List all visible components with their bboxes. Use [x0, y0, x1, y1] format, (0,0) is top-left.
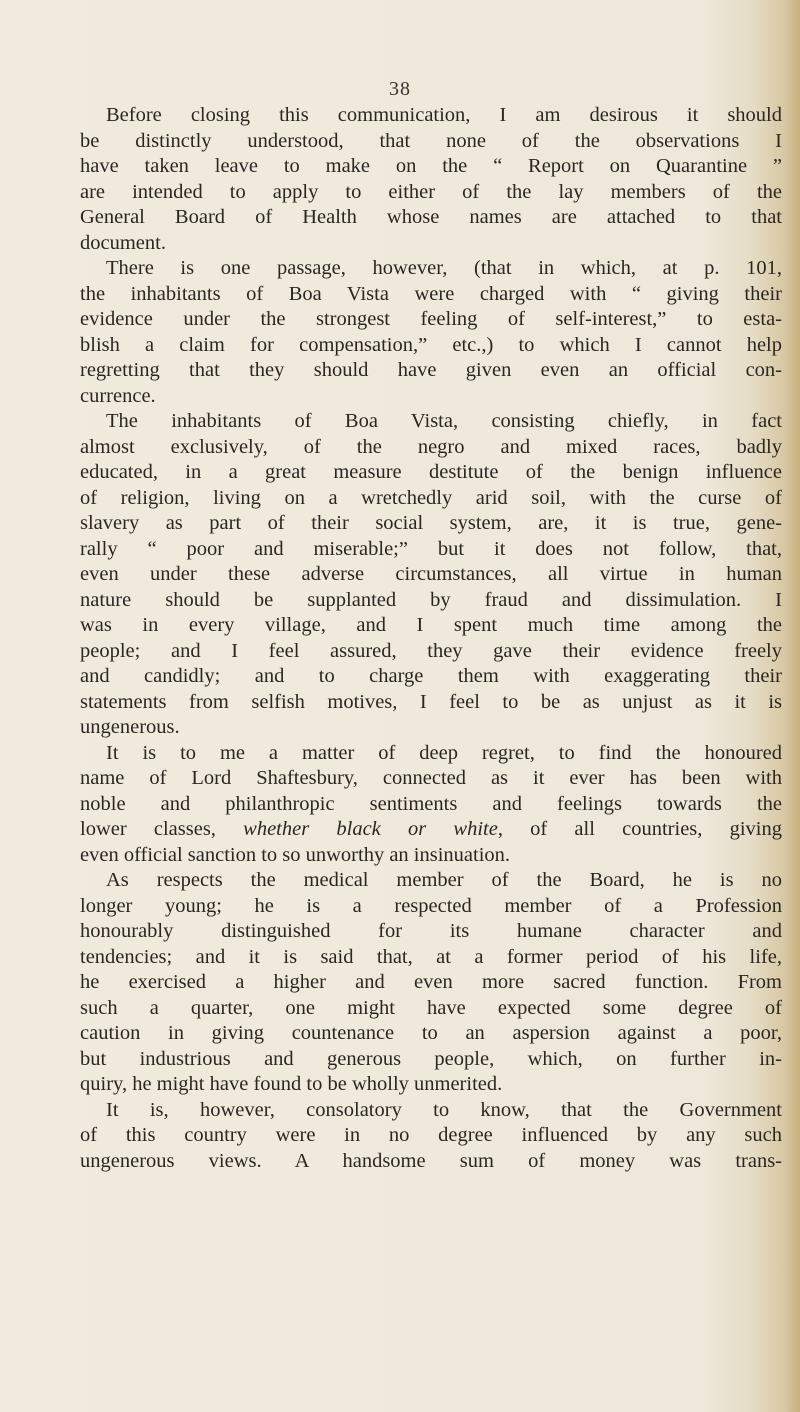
text-line [80, 945, 782, 971]
text-line [80, 103, 782, 129]
text-line [80, 129, 782, 155]
text-line-content: nature should be supplanted by fraud and dissimulation. I [80, 588, 782, 611]
text-line [80, 1021, 782, 1047]
text-line-content: regretting that they should have given even an official con- [80, 359, 782, 381]
text-line-content: but industrious and generous people, which, on further in- [80, 1047, 782, 1070]
page-edge-shadow [786, 0, 800, 1412]
text-line-content: currence. [80, 384, 156, 407]
text-line [80, 333, 782, 359]
text-line-content: slavery as part of their social system, are, it is true, gene- [80, 512, 782, 534]
text-line-content: people; and I feel assured, they gave their evidence freely [80, 639, 782, 662]
text-line-content: almost exclusively, of the negro and mixed races, badly [80, 435, 782, 458]
text-line-content: General Board of Health whose names are attached to that [80, 206, 782, 228]
body-text [80, 103, 782, 1174]
text-line [80, 996, 782, 1022]
text-line-content: the inhabitants of Boa Vista were charged with “ giving their [80, 282, 782, 305]
text-line-content: was in every village, and I spent much time among the [80, 614, 782, 636]
text-line [80, 307, 782, 333]
text-line-content: evidence under the strongest feeling of self-interest,” to esta- [80, 308, 782, 330]
text-line-content: honourably distinguished for its humane character and [80, 920, 782, 942]
text-line-content: There is one passage, however, (that in which, at p. 101, [106, 257, 782, 279]
text-line-content: have taken leave to make on the “ Report on Quarantine ” [80, 155, 782, 177]
text-line [80, 486, 782, 512]
text-line-content: ungenerous. [80, 716, 180, 738]
text-line-content: of this country were in no degree influenced by any such [80, 1124, 782, 1146]
text-line-content: blish a claim for compensation,” etc.,) to which I cannot help [80, 333, 782, 356]
text-line [80, 690, 782, 716]
text-line [80, 613, 782, 639]
text-line-content: ungenerous views. A handsome sum of money was trans- [80, 1149, 782, 1172]
text-line-content: noble and philanthropic sentiments and feelings towards the [80, 792, 782, 815]
text-line-content: educated, in a great measure destitute of the benign influence [80, 461, 782, 483]
text-line [80, 715, 782, 741]
text-line [80, 817, 782, 843]
text-line [80, 919, 782, 945]
text-line [80, 1123, 782, 1149]
italic-phrase: whether black or white [243, 818, 498, 840]
text-line [80, 1149, 782, 1175]
text-line [80, 537, 782, 563]
text-line [80, 282, 782, 308]
text-line-content: quiry, he might have found to be wholly unmerited. [80, 1073, 503, 1095]
text-line [80, 460, 782, 486]
text-line-content: lower classes, [80, 818, 244, 840]
text-line [80, 792, 782, 818]
text-line [80, 256, 782, 282]
text-line-content: The inhabitants of Boa Vista, consisting chiefly, in fact [106, 410, 782, 432]
text-line-content: , of all countries, giving [497, 818, 782, 840]
text-line [80, 435, 782, 461]
text-line-content: rally “ poor and miserable;” but it does not follow, that, [80, 537, 782, 560]
page-number: 38 [389, 78, 411, 100]
text-line [80, 205, 782, 231]
text-line [80, 562, 782, 588]
text-line-content: caution in giving countenance to an aspersion against a poor, [80, 1022, 782, 1044]
text-line [80, 741, 782, 767]
text-line-content: It is, however, consolatory to know, that the Government [106, 1098, 782, 1121]
text-line [80, 231, 782, 257]
text-line [80, 588, 782, 614]
text-line [80, 868, 782, 894]
text-line-content: of religion, living on a wretchedly arid soil, with the curse of [80, 486, 782, 509]
text-line-content: are intended to apply to either of the lay members of the [80, 180, 782, 203]
text-line-content: name of Lord Shaftesbury, connected as it ever has been with [80, 767, 782, 789]
text-line-content: he exercised a higher and even more sacred function. From [80, 971, 782, 993]
text-line [80, 970, 782, 996]
text-line-content: document. [80, 231, 166, 254]
text-line-content: As respects the medical member of the Board, he is no [106, 869, 782, 891]
text-line [80, 180, 782, 206]
text-line-content: Before closing this communication, I am desirous it should [106, 104, 782, 126]
text-line [80, 384, 782, 410]
text-line-content: even under these adverse circumstances, all virtue in human [80, 563, 782, 585]
text-line-content: such a quarter, one might have expected some degree of [80, 996, 782, 1019]
text-line [80, 409, 782, 435]
text-line [80, 358, 782, 384]
text-line-content: be distinctly understood, that none of the observations I [80, 129, 782, 152]
text-line [80, 894, 782, 920]
text-line [80, 511, 782, 537]
text-line-content: statements from selfish motives, I feel to be as unjust as it is [80, 690, 782, 713]
text-line [80, 843, 782, 869]
text-line-content: tendencies; and it is said that, at a former period of his life, [80, 945, 782, 968]
text-line [80, 766, 782, 792]
text-line [80, 1072, 782, 1098]
text-line [80, 664, 782, 690]
text-line [80, 1047, 782, 1073]
text-line-content: and candidly; and to charge them with exaggerating their [80, 665, 782, 687]
text-line-content: It is to me a matter of deep regret, to find the honoured [106, 741, 782, 764]
text-line [80, 154, 782, 180]
text-line-content: longer young; he is a respected member of a Profession [80, 894, 782, 917]
text-line [80, 639, 782, 665]
text-line [80, 1098, 782, 1124]
text-line-content: even official sanction to so unworthy an insinuation. [80, 843, 511, 866]
